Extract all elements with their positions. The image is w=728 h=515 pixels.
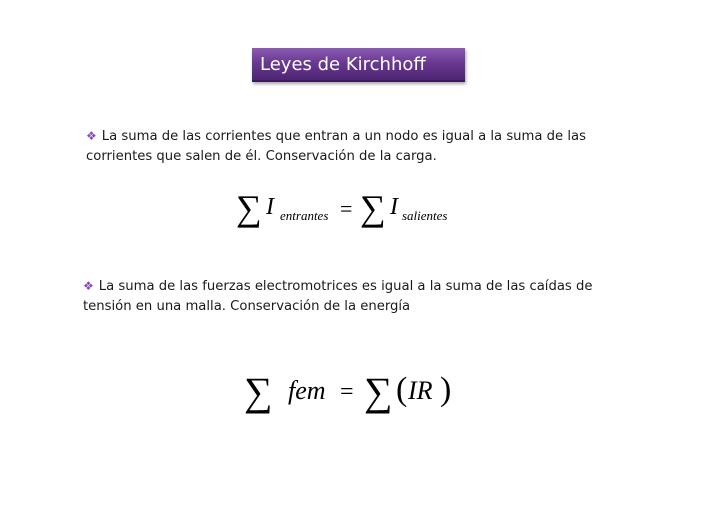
paragraph-line: corrientes que salen de él. Conservación de la carga. xyxy=(86,149,437,164)
open-paren: ( xyxy=(396,371,408,408)
subscript-entrantes: entrantes xyxy=(280,208,329,223)
diamond-bullet-icon: ❖ xyxy=(83,279,94,293)
paragraph-line-text: La suma de las corrientes que entran a un nodo es igual a la suma de las xyxy=(101,129,586,144)
equation-voltage-law xyxy=(244,365,464,415)
sum-symbol: ∑ xyxy=(244,369,273,414)
equals-sign: = xyxy=(340,379,354,405)
paragraph-line: tensión en una malla. Conservación de la energía xyxy=(83,299,411,314)
sum-symbol: ∑ xyxy=(364,369,393,414)
paragraph-line xyxy=(83,276,603,297)
close-paren: ) xyxy=(440,371,452,408)
equation-current-law xyxy=(236,186,476,230)
emf-term: fem xyxy=(288,376,326,405)
sum-symbol: ∑ xyxy=(360,188,386,228)
paragraph-line-text: La suma de las fuerzas electromotrices es igual a la suma de las caídas de xyxy=(98,279,593,294)
paragraph-current-law xyxy=(86,126,606,167)
current-variable: I xyxy=(266,194,274,220)
diamond-bullet-icon: ❖ xyxy=(86,129,97,143)
subscript-salientes: salientes xyxy=(402,208,448,223)
paragraph-voltage-law xyxy=(83,276,603,317)
equals-sign: = xyxy=(340,196,353,221)
sum-symbol: ∑ xyxy=(236,188,262,228)
slide-title xyxy=(252,48,465,82)
ir-term: IR xyxy=(408,376,433,405)
slide-title-text: Leyes de Kirchhoff xyxy=(260,54,426,75)
current-variable: I xyxy=(390,194,398,220)
paragraph-line xyxy=(86,126,606,147)
